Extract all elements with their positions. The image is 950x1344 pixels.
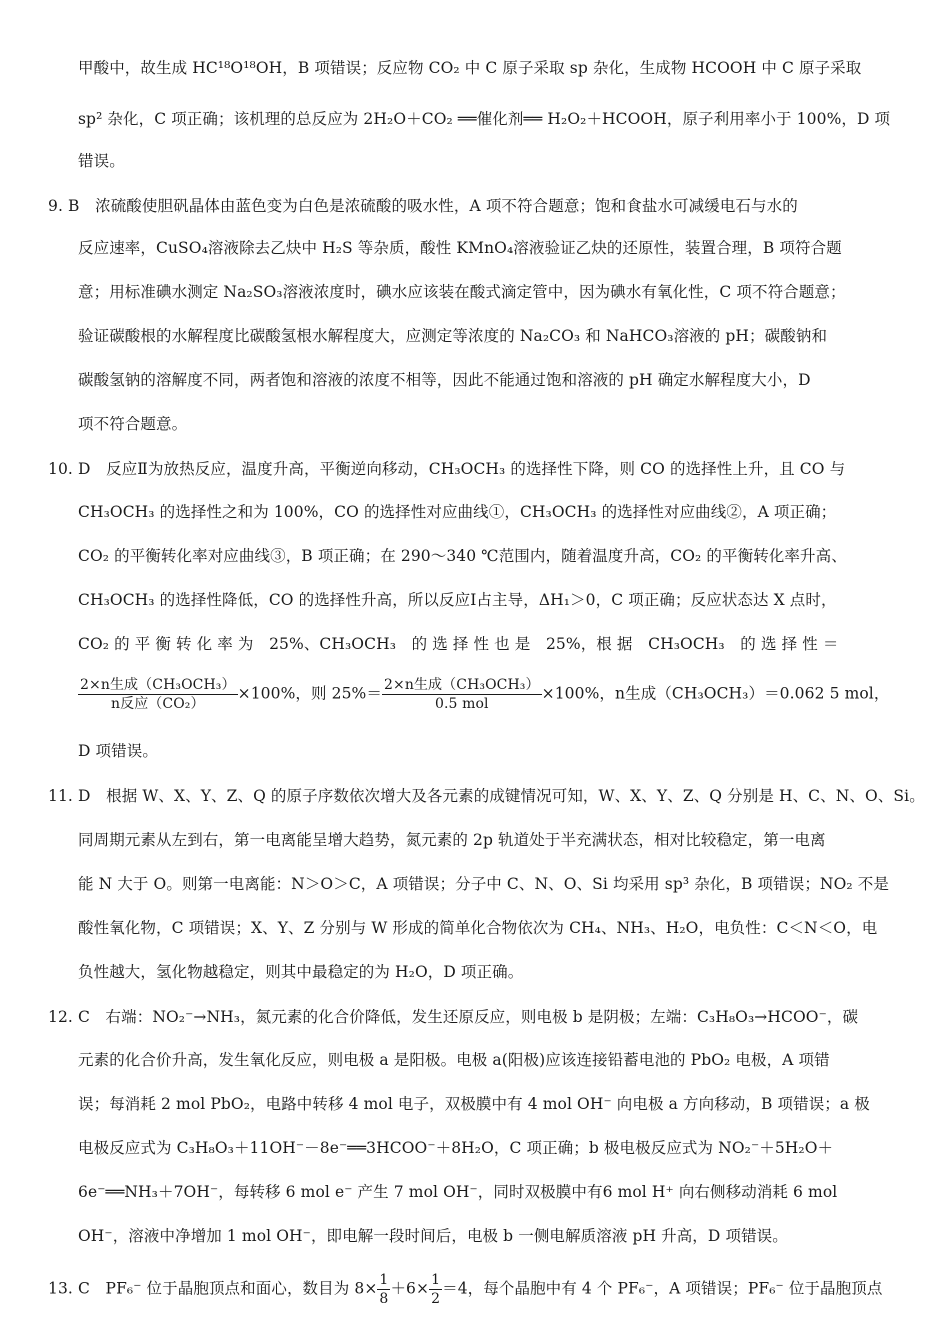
text-line: CH₃OCH₃ 的选择性之和为 100%，CO 的选择性对应曲线①，CH₃OCH₃ 的选择性对应曲线②，A 项正确；: [78, 503, 837, 521]
fraction-numerator: 1: [431, 1272, 441, 1288]
text-line: 负性越大，氢化物越稳定，则其中最稳定的为 H₂O，D 项正确。: [78, 963, 524, 981]
text-line: 项不符合题意。: [78, 415, 188, 433]
text-line: 6e⁻══NH₃＋7OH⁻，每转移 6 mol e⁻ 产生 7 mol OH⁻，同时双极膜中有6 mol H⁺ 向右侧移动消耗 6 mol: [78, 1183, 838, 1201]
text-line: OH⁻，溶液中净增加 1 mol OH⁻，即电解一段时间后，电极 b 一侧电解质溶液 pH 升高，D 项错误。: [78, 1227, 788, 1245]
fraction-denominator: 0.5 mol: [435, 696, 489, 712]
last-line-text: 13. C PF₆⁻ 位于晶胞顶点和面心，数目为 8×: [48, 1279, 378, 1298]
text-line: 错误。: [78, 152, 125, 170]
last-line-text: ＝4，每个晶胞中有 4 个 PF₆⁻，A 项错误；PF₆⁻ 位于晶胞顶点: [442, 1279, 883, 1298]
fraction-selectivity-value: [382, 676, 542, 713]
last-line-text: ＋6×: [390, 1279, 430, 1298]
text-line: 碳酸氢钠的溶解度不同，两者饱和溶液的浓度不相等，因此不能通过饱和溶液的 pH 确定水解程度大小，D: [78, 371, 811, 389]
text-line: 元素的化合价升高，发生氧化反应，则电极 a 是阳极。电极 a(阳极)应该连接铅蓄电池的 PbO₂ 电极，A 项错: [78, 1051, 830, 1069]
text-line: 验证碳酸根的水解程度比碳酸氢根水解程度大，应测定等浓度的 Na₂CO₃ 和 NaHCO₃溶液的 pH；碳酸钠和: [78, 327, 828, 345]
formula-line: [0, 676, 950, 713]
text-line: 11. D 根据 W、X、Y、Z、Q 的原子序数依次增大及各元素的成键情况可知，W、X、Y、Z、Q 分别是 H、C、N、O、Si。: [48, 787, 925, 805]
text-line: 12. C 右端：NO₂⁻→NH₃，氮元素的化合价降低，发生还原反应，则电极 b 是阴极；左端：C₃H₈O₃→HCOO⁻，碳: [48, 1008, 859, 1026]
text-line: 同周期元素从左到右，第一电离能呈增大趋势，氮元素的 2p 轨道处于半充满状态，相对比较稳定，第一电离: [78, 831, 826, 849]
text-line: 能 N 大于 O。则第一电离能：N＞O＞C，A 项错误；分子中 C、N、O、Si 均采用 sp³ 杂化，B 项错误；NO₂ 不是: [78, 875, 889, 893]
fraction-denominator: 2: [431, 1291, 441, 1307]
fraction-one-eighth: [377, 1271, 390, 1308]
text-line: 误；每消耗 2 mol PbO₂，电路中转移 4 mol 电子，双极膜中有 4 mol OH⁻ 向电极 a 方向移动，B 项错误；a 极: [78, 1095, 870, 1113]
text-line: 酸性氧化物，C 项错误；X、Y、Z 分别与 W 形成的简单化合物依次为 CH₄、NH₃、H₂O，电负性：C＜N＜O，电: [78, 919, 878, 937]
text-line: CH₃OCH₃ 的选择性降低，CO 的选择性升高，所以反应Ⅰ占主导，ΔH₁＞0，C 项正确；反应状态达 X 点时，: [78, 591, 837, 609]
formula-text: ×100%，则 25%＝: [237, 684, 382, 703]
fraction-denominator: n反应（CO₂）: [110, 696, 205, 712]
fraction-selectivity: [78, 676, 238, 713]
text-line: 9. B 浓硫酸使胆矾晶体由蓝色变为白色是浓硫酸的吸水性，A 项不符合题意；饱和食盐水可减缓电石与水的: [48, 197, 798, 215]
text-line: 甲酸中，故生成 HC¹⁸O¹⁸OH，B 项错误；反应物 CO₂ 中 C 原子采取 sp 杂化，生成物 HCOOH 中 C 原子采取: [78, 59, 862, 77]
text-line: CO₂ 的平衡转化率对应曲线③，B 项正确；在 290～340 ℃范围内，随着温度升高，CO₂ 的平衡转化率升高、: [78, 547, 847, 565]
fraction-one-half: [429, 1271, 442, 1308]
text-line: 反应速率，CuSO₄溶液除去乙炔中 H₂S 等杂质，酸性 KMnO₄溶液验证乙炔的还原性，装置合理，B 项符合题: [78, 239, 842, 257]
last-line: [0, 1271, 950, 1308]
fraction-numerator: 1: [379, 1272, 389, 1288]
text-line: 意；用标准碘水测定 Na₂SO₃溶液浓度时，碘水应该装在酸式滴定管中，因为碘水有氧化性，C 项不符合题意；: [78, 283, 846, 301]
fraction-denominator: 8: [379, 1291, 389, 1307]
text-line: 电极反应式为 C₃H₈O₃＋11OH⁻－8e⁻══3HCOO⁻＋8H₂O，C 项正确；b 极电极反应式为 NO₂⁻＋5H₂O＋: [78, 1139, 834, 1157]
fraction-numerator: 2×n生成（CH₃OCH₃）: [80, 677, 236, 693]
text-line: sp² 杂化，C 项正确；该机理的总反应为 2H₂O＋CO₂ ══催化剂══ H₂O₂＋HCOOH，原子利用率小于 100%，D 项: [78, 110, 891, 128]
text-line: CO₂ 的 平 衡 转 化 率 为 25%、CH₃OCH₃ 的 选 择 性 也 是 25%，根 据 CH₃OCH₃ 的 选 择 性 ＝: [78, 635, 839, 653]
formula-text: ×100%，n生成（CH₃OCH₃）＝0.062 5 mol，: [541, 684, 890, 703]
fraction-numerator: 2×n生成（CH₃OCH₃）: [384, 677, 540, 693]
text-line: 10. D 反应Ⅱ为放热反应，温度升高，平衡逆向移动，CH₃OCH₃ 的选择性下降，则 CO 的选择性上升，且 CO 与: [48, 460, 846, 478]
text-line: D 项错误。: [78, 742, 158, 760]
